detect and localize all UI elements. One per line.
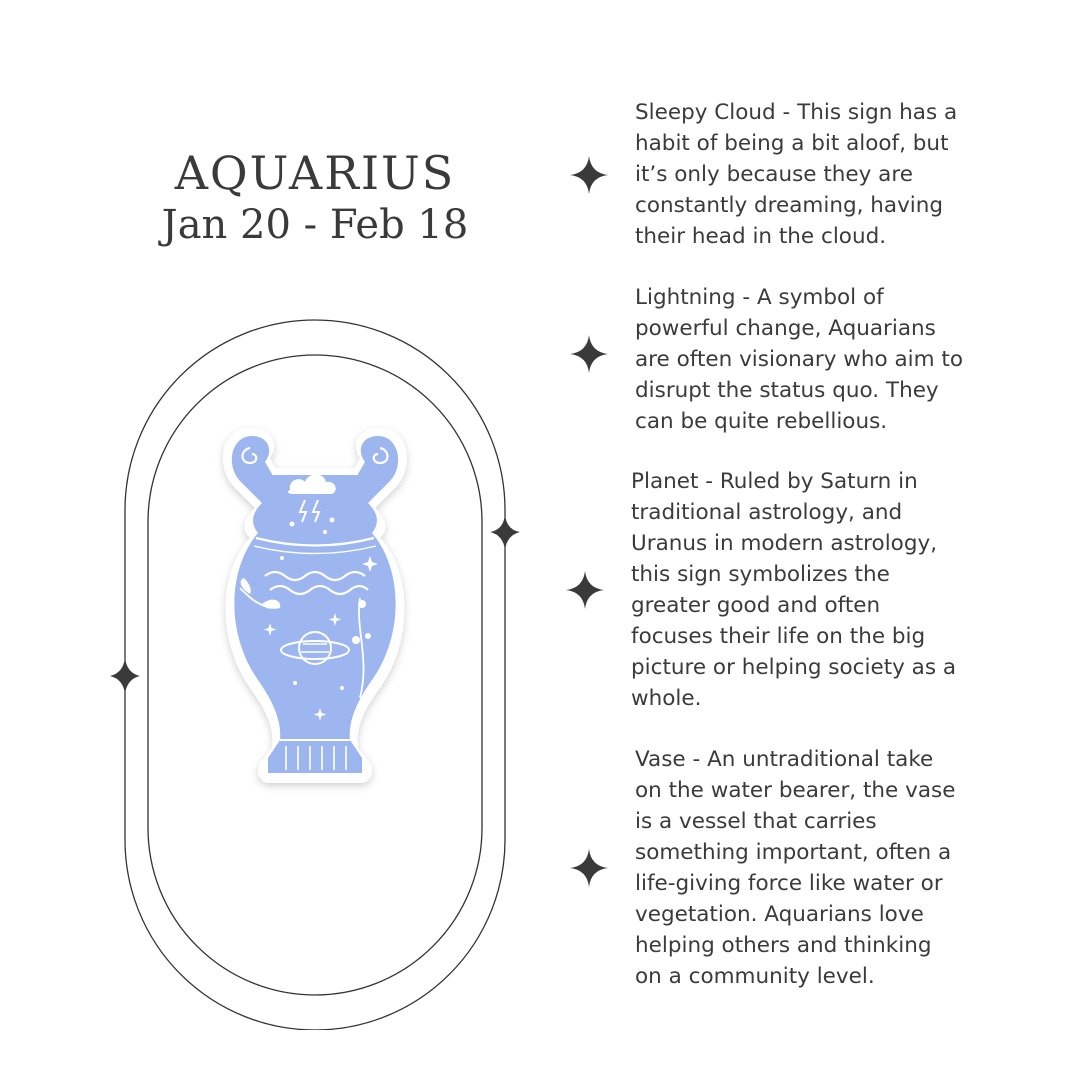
sign-dates: Jan 20 - Feb 18 <box>161 202 469 248</box>
sparkle-icon <box>569 848 609 888</box>
sign-title: AQUARIUS <box>174 146 456 200</box>
frame-sparkle-left-icon <box>110 658 140 694</box>
sparkle-icon <box>565 570 605 610</box>
vase-sticker-image <box>210 408 420 798</box>
frame-sparkle-right-icon <box>490 515 520 550</box>
sparkle-icon <box>569 334 609 374</box>
description-lightning: Lightning - A symbol of powerful change, Aquarians are often visionary who aim to disrupt the status quo. They can be quite rebellious. <box>635 285 964 434</box>
title-block <box>130 145 500 249</box>
description-sleepy-cloud: Sleepy Cloud - This sign has a habit of being a bit aloof, but it’s only because they are constantly dreaming, having their head in the cloud. <box>635 100 958 249</box>
sparkle-icon <box>569 155 609 195</box>
description-vase: Vase - An untraditional take on the water bearer, the vase is a vessel that carries something important, often a life-giving force like water or vegetation. Aquarians love helping others and thinking on a community level. <box>635 747 956 989</box>
description-planet: Planet - Ruled by Saturn in traditional astrology, and Uranus in modern astrology, this sign symbolizes the greater good and often focuses their life on the big picture or helping society as a whole. <box>631 469 957 711</box>
